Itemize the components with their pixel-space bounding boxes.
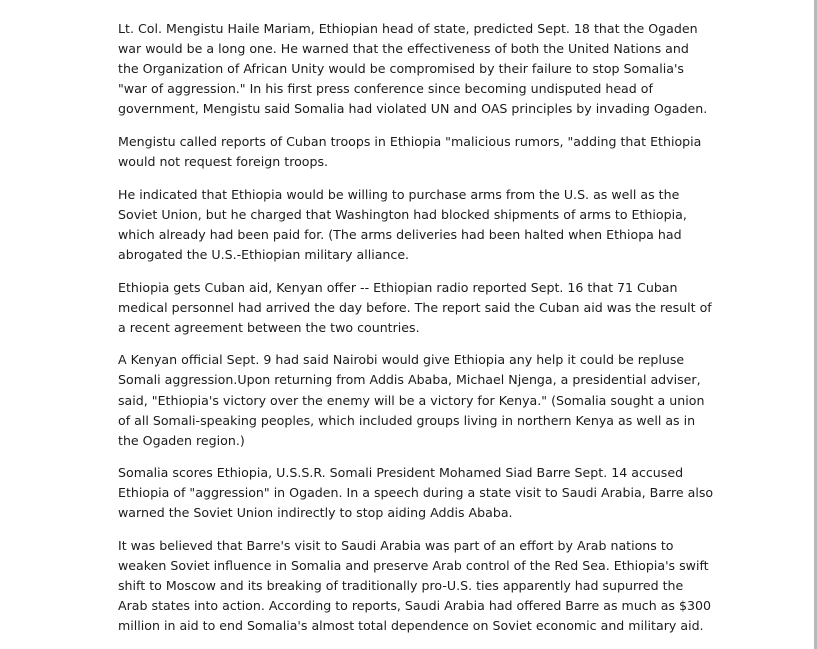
paragraph-1 [118,19,718,119]
text-line: the Ogaden region.) [118,432,245,448]
text-line: said, "Ethiopia's victory over the enemy will be a victory for Kenya." (Somalia sought a union [118,392,705,408]
text-line: abrogated the U.S.-Ethiopian military alliance. [118,246,410,262]
text-line: warned the Soviet Union indirectly to stop aiding Addis Ababa. [118,505,513,521]
text-line: Arab states into action. According to reports, Saudi Arabia had offered Barre as much as $300 [118,598,712,614]
text-line: war would be a long one. He warned that the effectiveness of both the United Nations and [118,41,689,57]
paragraph-6 [118,463,718,523]
text-line: A Kenyan official Sept. 9 had said Nairobi would give Ethiopia any help it could be repluse [118,352,685,368]
text-line: Ethiopia gets Cuban aid, Kenyan offer -- Ethiopian radio reported Sept. 16 that 71 Cuban [118,279,678,295]
text-line: medical personnel had arrived the day before. The report said the Cuban aid was the result of [118,299,712,315]
text-line: He indicated that Ethiopia would be willing to purchase arms from the U.S. as well as the [118,186,680,202]
paragraph-4 [118,278,718,338]
text-line: government, Mengistu said Somalia had violated UN and OAS principles by invading Ogaden. [118,101,708,117]
text-line: Somali aggression.Upon returning from Addis Ababa, Michael Njenga, a presidential adviser, [118,372,701,388]
text-line: Somalia scores Ethiopia, U.S.S.R. Somali President Mohamed Siad Barre Sept. 14 accused [118,465,684,481]
document-body [118,19,718,649]
paragraph-2 [118,132,718,172]
text-line: Lt. Col. Mengistu Haile Mariam, Ethiopian head of state, predicted Sept. 18 that the Ogaden [118,21,698,36]
paragraph-7 [118,536,718,636]
text-line: million in aid to end Somalia's almost total dependence on Soviet economic and military aid. [118,618,704,634]
text-line: "war of aggression." In his first press conference since becoming undisputed head of [118,81,653,97]
text-line: Ethiopia of "aggression" in Ogaden. In a speech during a state visit to Saudi Arabia, Barre also [118,485,714,501]
text-line: shift to Moscow and its breaking of traditionally pro-U.S. ties apparently had supurred the [118,578,684,594]
text-line: which already had been paid for. (The arms deliveries had been halted when Ethiopa had [118,226,682,242]
text-line: It was believed that Barre's visit to Saudi Arabia was part of an effort by Arab nations to [118,538,674,554]
text-line: of all Somali-speaking peoples, which included groups living in northern Kenya as well as in [118,412,696,428]
text-line: weaken Soviet influence in Somalia and preserve Arab control of the Red Sea. Ethiopia's swift [118,558,709,574]
text-line: would not request foreign troops. [118,154,329,170]
text-line: a recent agreement between the two countries. [118,319,420,335]
paragraph-5 [118,350,718,450]
paragraph-3 [118,185,718,265]
text-line: Soviet Union, but he charged that Washington had blocked shipments of arms to Ethiopia, [118,206,687,222]
text-line: Mengistu called reports of Cuban troops in Ethiopia "malicious rumors, "adding that Ethiopia [118,133,702,149]
text-line: the Organization of African Unity would be compromised by their failure to stop Somalia's [118,61,684,77]
